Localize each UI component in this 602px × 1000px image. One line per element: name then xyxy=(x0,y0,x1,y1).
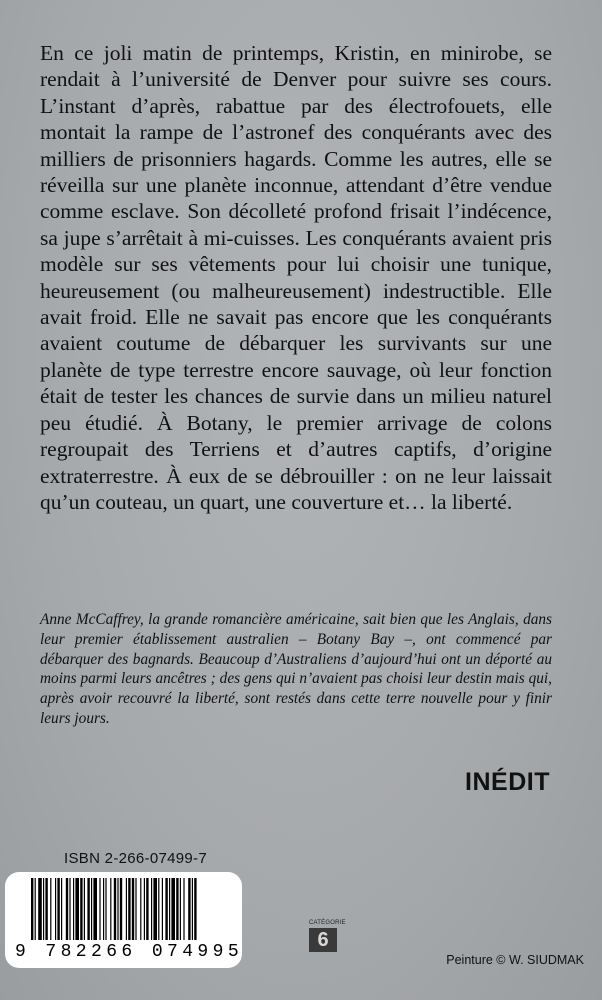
author-note: Anne McCaffrey, la grande romancière américaine, sait bien que les Anglais, dans leur premier établissement australien – Botany Bay –, ont commencé par débarquer des bagnards. Beaucoup d’Australiens d’aujourd’hui ont un déporté au moins parmi leurs ancêtres ; des gens qui n’avaient pas choisi leur destin mais qui, après avoir recouvré la liberté, sont restés dans cette terre nouvelle pour y finir leurs jours. xyxy=(40,611,552,727)
barcode-digits: 9 782266 074995 xyxy=(15,942,244,962)
category-marker xyxy=(309,920,346,952)
barcode xyxy=(5,872,242,968)
cover-art-credit: Peinture © W. SIUDMAK xyxy=(446,953,584,967)
category-number: 6 xyxy=(309,928,337,952)
inedit-badge: INÉDIT xyxy=(465,768,550,796)
category-label: CATÉGORIE xyxy=(309,920,346,926)
isbn-label: ISBN 2-266-07499-7 xyxy=(64,850,207,867)
barcode-bars xyxy=(31,878,236,940)
back-cover-blurb: En ce joli matin de printemps, Kristin, en minirobe, se rendait à l’université de Denver pour suivre ses cours. L’instant d’après, rabattue par des électrofouets, elle montait la rampe de l’astronef des conquérants avec des milliers de prisonniers hagards. Comme les autres, elle se réveilla sur une planète inconnue, attendant d’être vendue comme esclave. Son décolleté profond frisait l’indécence, sa jupe s’arrêtait à mi-cuisses. Les conquérants avaient pris modèle sur ses vêtements pour lui choisir une tunique, heureusement (ou malheureusement) indestructible. Elle avait froid. Elle ne savait pas encore que les conquérants avaient coutume de débarquer les survivants sur une planète de type terrestre encore sauvage, où leur fonction était de tester les chances de survie dans un milieu naturel peu étudié. À Botany, le premier arrivage de colons regroupait des Terriens et d’autres captifs, d’origine extraterrestre. À eux de se débrouiller : on ne leur laissait qu’un couteau, un quart, une couverture et… la liberté. xyxy=(40,41,552,514)
